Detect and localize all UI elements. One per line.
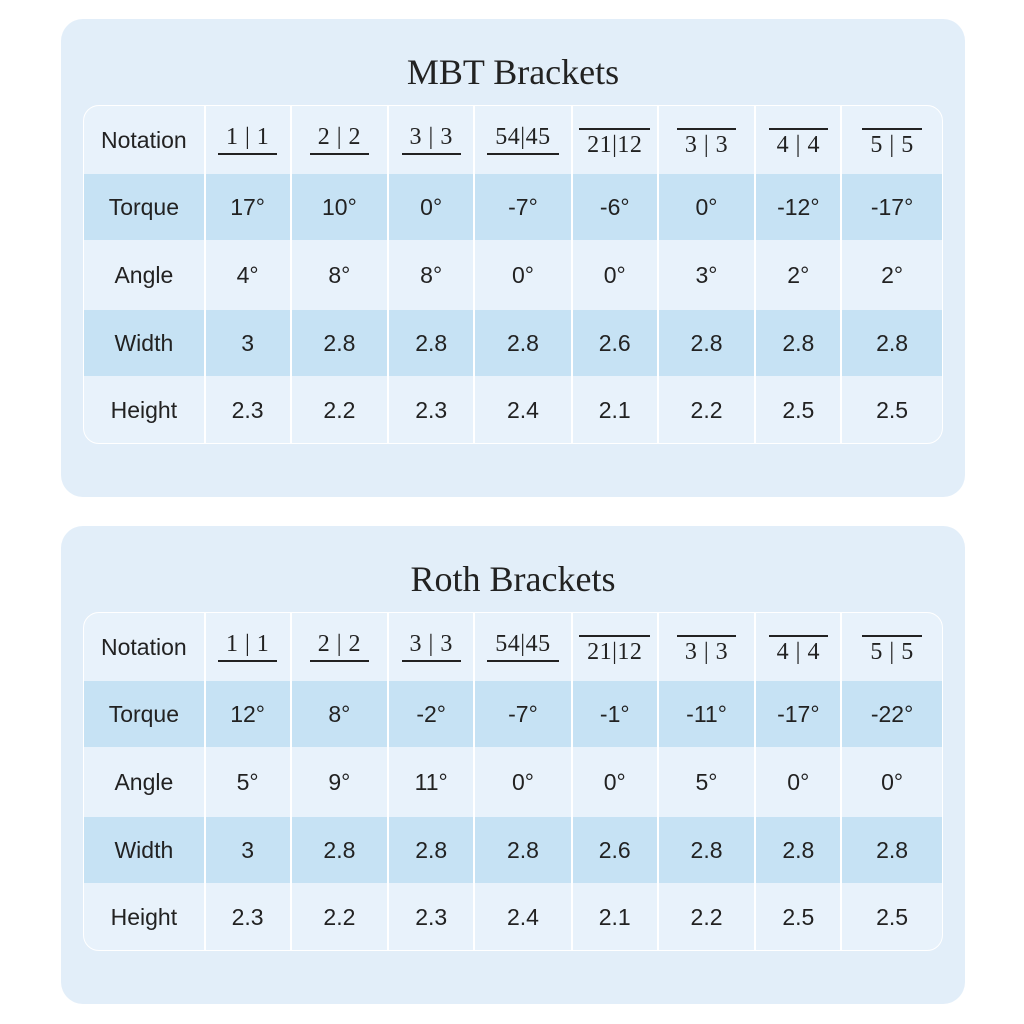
row-label: Notation [84,106,206,174]
value-cell: 2.2 [292,883,390,951]
value-cell: 2.8 [876,836,909,863]
tooth-notation: 1 | 1 [218,629,277,662]
value-cell: 2.2 [292,376,390,444]
notation-cell [659,613,757,681]
value-cell: 2.1 [573,376,659,444]
tooth-notation: 54|45 [487,122,558,155]
notation-cell [573,106,659,174]
notation-cell [573,613,659,681]
table-row [84,376,942,444]
notation-cell [206,613,292,681]
value-cell: 2.6 [573,310,659,376]
value-cell: 2.8 [756,817,842,883]
value-cell: 2.2 [659,883,757,951]
table-row [84,883,942,951]
notation-cell [292,106,390,174]
value-cell: 2.8 [475,817,573,883]
value-cell: 0° [756,747,842,817]
tooth-notation: 1 | 1 [218,122,277,155]
notation-cell [475,613,573,681]
value-cell: -6° [573,174,659,240]
value-cell: 2.8 [475,310,573,376]
row-label: Height [84,376,206,444]
value-cell: -22° [870,700,914,727]
value-cell: 17° [206,174,292,240]
value-cell: 4° [206,240,292,310]
value-cell: -17° [756,681,842,747]
mbt-brackets-card [61,19,965,497]
value-cell: 3 [206,817,292,883]
value-cell: 2.8 [756,310,842,376]
value-cell: 2.8 [659,817,757,883]
notation-cell [842,106,942,174]
value-cell: 2.5 [756,376,842,444]
row-label: Torque [84,681,206,747]
tooth-notation: 2 | 2 [310,122,369,155]
value-cell: 0° [573,240,659,310]
value-cell: 2.8 [292,817,390,883]
value-cell: 2.3 [206,883,292,951]
row-label: Notation [84,613,206,681]
notation-row [84,106,942,174]
value-cell: 2.5 [876,904,909,930]
row-label: Height [84,883,206,951]
value-cell: -11° [659,681,757,747]
notation-cell [756,106,842,174]
roth-brackets-card [61,526,965,1004]
value-cell: 2.8 [389,310,475,376]
value-cell: -1° [573,681,659,747]
tooth-notation: 4 | 4 [769,635,828,668]
value-cell: 2.2 [659,376,757,444]
value-cell: 2.8 [292,310,390,376]
value-cell: 2.8 [876,329,909,356]
value-cell: 0° [659,174,757,240]
value-cell: 2.3 [389,376,475,444]
value-cell: -7° [475,681,573,747]
tooth-notation: 2 | 2 [310,629,369,662]
value-cell: 2° [881,261,904,288]
notation-cell [842,613,942,681]
table-row [84,747,942,817]
table-row [84,681,942,747]
notation-cell [389,613,475,681]
row-label: Width [84,817,206,883]
tooth-notation: 5 | 5 [862,635,921,668]
value-cell: 0° [389,174,475,240]
value-cell: 2° [756,240,842,310]
value-cell: 2.6 [573,817,659,883]
value-cell: 0° [475,240,573,310]
notation-cell [475,106,573,174]
value-cell: 2.1 [573,883,659,951]
value-cell: 0° [475,747,573,817]
row-label: Angle [84,240,206,310]
value-cell: -7° [475,174,573,240]
value-cell: -12° [756,174,842,240]
row-label: Angle [84,747,206,817]
value-cell: 2.8 [659,310,757,376]
notation-cell [389,106,475,174]
notation-cell [756,613,842,681]
value-cell: 3 [206,310,292,376]
card-title: MBT Brackets [406,52,620,92]
roth-brackets-table [83,612,943,951]
tooth-notation: 3 | 3 [402,629,461,662]
table-row [84,240,942,310]
value-cell: 2.5 [756,883,842,951]
table-row [84,817,942,883]
notation-row [84,613,942,681]
value-cell: 0° [881,768,904,795]
notation-cell [659,106,757,174]
card-title: Roth Brackets [410,559,616,599]
row-label: Torque [84,174,206,240]
value-cell: -2° [389,681,475,747]
tooth-notation: 5 | 5 [862,128,921,161]
value-cell: 0° [573,747,659,817]
table-row [84,174,942,240]
value-cell: 8° [389,240,475,310]
tooth-notation: 4 | 4 [769,128,828,161]
value-cell: 2.5 [876,397,909,423]
notation-cell [206,106,292,174]
value-cell: 11° [389,747,475,817]
notation-cell [292,613,390,681]
value-cell: 2.3 [206,376,292,444]
value-cell: 2.4 [475,376,573,444]
tooth-notation: 21|12 [579,635,650,668]
value-cell: 9° [292,747,390,817]
value-cell: 5° [659,747,757,817]
tooth-notation: 21|12 [579,128,650,161]
value-cell: 8° [292,240,390,310]
tooth-notation: 54|45 [487,629,558,662]
value-cell: 2.8 [389,817,475,883]
row-label: Width [84,310,206,376]
table-row [84,310,942,376]
value-cell: 2.3 [389,883,475,951]
value-cell: 2.4 [475,883,573,951]
mbt-brackets-table [83,105,943,444]
tooth-notation: 3 | 3 [677,128,736,161]
value-cell: 12° [206,681,292,747]
value-cell: 10° [292,174,390,240]
value-cell: -17° [870,193,914,220]
value-cell: 8° [292,681,390,747]
tooth-notation: 3 | 3 [402,122,461,155]
tooth-notation: 3 | 3 [677,635,736,668]
value-cell: 3° [659,240,757,310]
value-cell: 5° [206,747,292,817]
